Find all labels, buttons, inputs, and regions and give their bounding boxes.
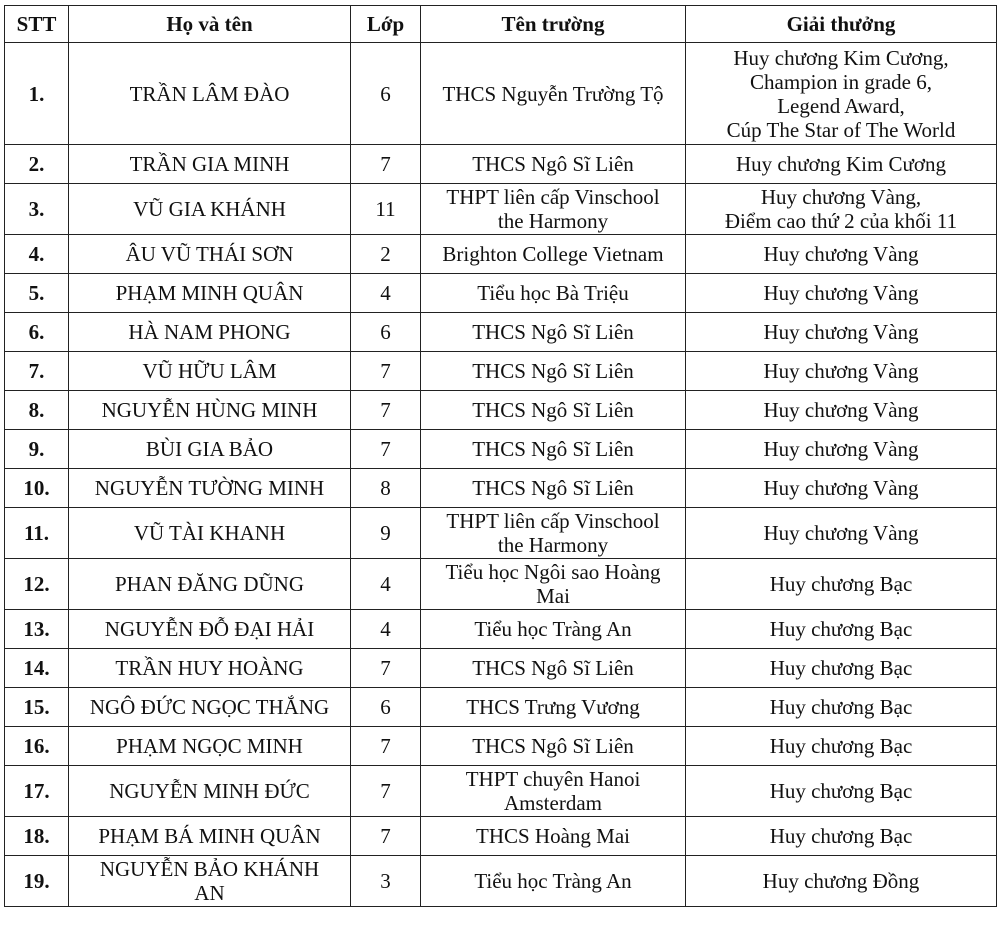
cell-stt: 8.	[5, 391, 69, 430]
award-line: Huy chương Vàng	[763, 242, 919, 266]
cell-grade: 7	[351, 727, 421, 766]
cell-stt: 12.	[5, 559, 69, 610]
cell-grade: 6	[351, 43, 421, 145]
cell-name	[69, 469, 351, 508]
cell-school	[421, 235, 686, 274]
name-line: NGUYỄN TƯỜNG MINH	[94, 476, 325, 500]
cell-school	[421, 649, 686, 688]
cell-name	[69, 430, 351, 469]
cell-stt: 4.	[5, 235, 69, 274]
cell-school	[421, 766, 686, 817]
school-line: THCS Hoàng Mai	[476, 824, 630, 848]
award-line: Huy chương Bạc	[769, 779, 913, 803]
cell-award	[686, 352, 997, 391]
table-row	[5, 856, 997, 907]
cell-stt: 11.	[5, 508, 69, 559]
cell-school	[421, 688, 686, 727]
cell-name	[69, 688, 351, 727]
name-line: PHẠM MINH QUÂN	[115, 281, 304, 305]
award-line: Điểm cao thứ 2 của khối 11	[724, 209, 958, 233]
award-line: Huy chương Bạc	[769, 572, 913, 596]
cell-stt: 19.	[5, 856, 69, 907]
school-line: Tiểu học Bà Triệu	[477, 281, 629, 305]
cell-school	[421, 145, 686, 184]
school-line: Mai	[536, 584, 570, 608]
cell-grade: 3	[351, 856, 421, 907]
award-line: Huy chương Bạc	[769, 617, 913, 641]
header-award: Giải thưởng	[686, 6, 997, 43]
name-line: NGUYỄN BẢO KHÁNH	[99, 857, 320, 881]
table-body	[5, 43, 997, 907]
award-line: Huy chương Vàng	[763, 521, 919, 545]
table-row	[5, 727, 997, 766]
cell-stt: 1.	[5, 43, 69, 145]
cell-school	[421, 727, 686, 766]
cell-name	[69, 43, 351, 145]
table-row	[5, 469, 997, 508]
cell-grade: 7	[351, 352, 421, 391]
cell-grade: 4	[351, 274, 421, 313]
school-line: THCS Ngô Sĩ Liên	[472, 476, 634, 500]
cell-award	[686, 688, 997, 727]
cell-stt: 2.	[5, 145, 69, 184]
table-row	[5, 817, 997, 856]
cell-name	[69, 274, 351, 313]
cell-stt: 13.	[5, 610, 69, 649]
school-line: THCS Ngô Sĩ Liên	[472, 152, 634, 176]
table-row	[5, 391, 997, 430]
cell-school	[421, 508, 686, 559]
cell-grade: 7	[351, 145, 421, 184]
cell-stt: 14.	[5, 649, 69, 688]
table-row	[5, 508, 997, 559]
cell-name	[69, 184, 351, 235]
school-line: THPT liên cấp Vinschool	[446, 509, 660, 533]
cell-stt: 16.	[5, 727, 69, 766]
table-header	[5, 6, 997, 43]
school-line: the Harmony	[497, 533, 609, 557]
header-row	[5, 6, 997, 43]
school-line: THPT chuyên Hanoi	[465, 767, 641, 791]
cell-stt: 6.	[5, 313, 69, 352]
award-line: Huy chương Kim Cương,	[733, 45, 949, 70]
cell-award	[686, 559, 997, 610]
cell-award	[686, 145, 997, 184]
award-line: Huy chương Bạc	[769, 824, 913, 848]
name-line: TRẦN GIA MINH	[129, 152, 290, 176]
name-line: BÙI GIA BẢO	[145, 437, 274, 461]
awards-table	[4, 5, 997, 907]
school-line: THCS Ngô Sĩ Liên	[472, 656, 634, 680]
table-row	[5, 649, 997, 688]
cell-school	[421, 391, 686, 430]
cell-grade: 7	[351, 649, 421, 688]
award-line: Huy chương Bạc	[769, 695, 913, 719]
name-line: PHAN ĐĂNG DŨNG	[115, 572, 304, 596]
cell-award	[686, 727, 997, 766]
cell-award	[686, 817, 997, 856]
name-line: ÂU VŨ THÁI SƠN	[125, 242, 294, 266]
cell-stt: 15.	[5, 688, 69, 727]
cell-award	[686, 649, 997, 688]
cell-name	[69, 508, 351, 559]
award-line: Huy chương Vàng	[763, 281, 919, 305]
cell-stt: 3.	[5, 184, 69, 235]
school-line: THPT liên cấp Vinschool	[446, 185, 660, 209]
cell-grade: 2	[351, 235, 421, 274]
table-row	[5, 313, 997, 352]
cell-grade: 11	[351, 184, 421, 235]
name-line: TRẦN LÂM ĐÀO	[129, 81, 290, 106]
cell-name	[69, 610, 351, 649]
name-line: AN	[194, 881, 225, 905]
award-line: Huy chương Vàng,	[760, 185, 922, 209]
award-line: Huy chương Vàng	[763, 320, 919, 344]
cell-award	[686, 856, 997, 907]
cell-name	[69, 559, 351, 610]
cell-school	[421, 313, 686, 352]
cell-school	[421, 856, 686, 907]
header-stt: STT	[5, 6, 69, 43]
cell-grade: 7	[351, 430, 421, 469]
cell-award	[686, 469, 997, 508]
table-row	[5, 352, 997, 391]
cell-stt: 9.	[5, 430, 69, 469]
table-row	[5, 43, 997, 145]
cell-school	[421, 559, 686, 610]
name-line: TRẦN HUY HOÀNG	[115, 656, 304, 680]
cell-school	[421, 817, 686, 856]
cell-name	[69, 817, 351, 856]
school-line: Tiểu học Ngôi sao Hoàng	[445, 560, 661, 584]
cell-school	[421, 352, 686, 391]
table-row	[5, 145, 997, 184]
award-line: Huy chương Vàng	[763, 359, 919, 383]
cell-award	[686, 610, 997, 649]
cell-name	[69, 649, 351, 688]
table-row	[5, 235, 997, 274]
cell-grade: 7	[351, 817, 421, 856]
cell-award	[686, 508, 997, 559]
cell-name	[69, 352, 351, 391]
name-line: VŨ GIA KHÁNH	[133, 197, 286, 221]
cell-school	[421, 610, 686, 649]
cell-school	[421, 430, 686, 469]
school-line: THCS Ngô Sĩ Liên	[472, 437, 634, 461]
name-line: VŨ TÀI KHANH	[133, 521, 286, 545]
cell-award	[686, 766, 997, 817]
cell-grade: 4	[351, 559, 421, 610]
award-line: Huy chương Kim Cương	[735, 152, 947, 176]
cell-stt: 17.	[5, 766, 69, 817]
name-line: PHẠM NGỌC MINH	[116, 734, 303, 758]
name-line: VŨ HỮU LÂM	[142, 359, 277, 383]
award-line: Huy chương Bạc	[769, 656, 913, 680]
name-line: NGUYỄN MINH ĐỨC	[109, 779, 310, 803]
cell-stt: 5.	[5, 274, 69, 313]
name-line: NGÔ ĐỨC NGỌC THẮNG	[89, 695, 330, 719]
cell-grade: 8	[351, 469, 421, 508]
table-row	[5, 559, 997, 610]
cell-school	[421, 274, 686, 313]
header-grade: Lớp	[351, 6, 421, 43]
award-line: Huy chương Vàng	[763, 437, 919, 461]
table-row	[5, 184, 997, 235]
school-line: Brighton College Vietnam	[442, 242, 664, 266]
school-line: THCS Ngô Sĩ Liên	[472, 734, 634, 758]
school-line: THCS Trưng Vương	[466, 695, 640, 719]
school-line: THCS Nguyễn Trường Tộ	[442, 81, 664, 106]
name-line: PHẠM BÁ MINH QUÂN	[98, 824, 321, 848]
cell-name	[69, 313, 351, 352]
cell-grade: 7	[351, 391, 421, 430]
table-row	[5, 274, 997, 313]
cell-name	[69, 856, 351, 907]
cell-school	[421, 43, 686, 145]
cell-name	[69, 145, 351, 184]
award-line: Huy chương Bạc	[769, 734, 913, 758]
cell-award	[686, 391, 997, 430]
cell-name	[69, 391, 351, 430]
cell-stt: 7.	[5, 352, 69, 391]
award-line: Champion in grade 6,	[750, 69, 932, 94]
table-row	[5, 688, 997, 727]
award-line: Huy chương Đồng	[762, 869, 920, 893]
cell-grade: 6	[351, 688, 421, 727]
award-line: Legend Award,	[777, 93, 905, 118]
school-line: Amsterdam	[504, 791, 602, 815]
header-school: Tên trường	[421, 6, 686, 43]
cell-grade: 4	[351, 610, 421, 649]
name-line: NGUYỄN HÙNG MINH	[101, 398, 318, 422]
cell-grade: 7	[351, 766, 421, 817]
cell-award	[686, 235, 997, 274]
cell-name	[69, 727, 351, 766]
name-line: NGUYỄN ĐỖ ĐẠI HẢI	[104, 617, 315, 641]
cell-name	[69, 235, 351, 274]
table-row	[5, 610, 997, 649]
school-line: Tiểu học Tràng An	[474, 869, 632, 893]
table-row	[5, 766, 997, 817]
cell-grade: 6	[351, 313, 421, 352]
cell-stt: 18.	[5, 817, 69, 856]
cell-school	[421, 469, 686, 508]
award-line: Huy chương Vàng	[763, 476, 919, 500]
cell-award	[686, 313, 997, 352]
cell-stt: 10.	[5, 469, 69, 508]
award-line: Cúp The Star of The World	[726, 117, 956, 142]
cell-award	[686, 184, 997, 235]
school-line: the Harmony	[497, 209, 609, 233]
table-row	[5, 430, 997, 469]
cell-grade: 9	[351, 508, 421, 559]
school-line: THCS Ngô Sĩ Liên	[472, 320, 634, 344]
header-name: Họ và tên	[69, 6, 351, 43]
school-line: Tiểu học Tràng An	[474, 617, 632, 641]
school-line: THCS Ngô Sĩ Liên	[472, 398, 634, 422]
award-line: Huy chương Vàng	[763, 398, 919, 422]
cell-school	[421, 184, 686, 235]
name-line: HÀ NAM PHONG	[128, 320, 291, 344]
cell-name	[69, 766, 351, 817]
cell-award	[686, 43, 997, 145]
school-line: THCS Ngô Sĩ Liên	[472, 359, 634, 383]
cell-award	[686, 274, 997, 313]
cell-award	[686, 430, 997, 469]
